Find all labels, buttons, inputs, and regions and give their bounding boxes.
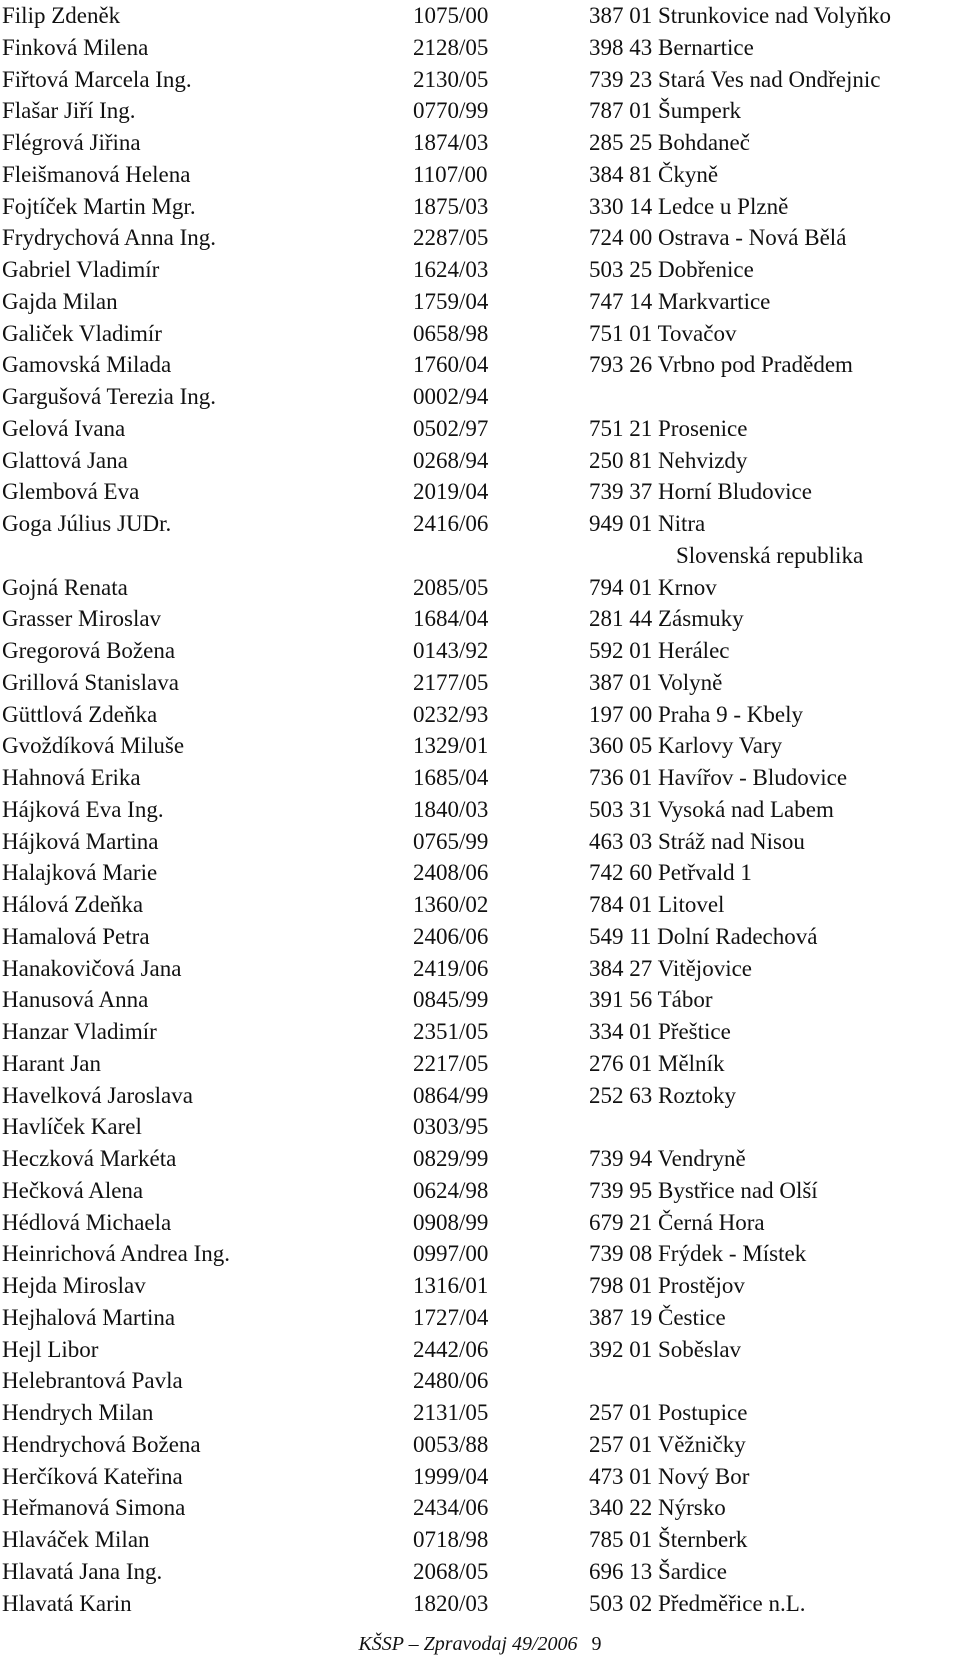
member-address: 281 44 Zásmuky <box>589 606 744 632</box>
list-item <box>0 254 960 286</box>
list-item <box>0 1397 960 1429</box>
member-name: Heřmanová Simona <box>2 1495 186 1521</box>
member-number: 1874/03 <box>413 130 489 155</box>
list-item <box>0 667 960 699</box>
member-name: Heczková Markéta <box>2 1146 177 1171</box>
member-address: 340 22 Nýrsko <box>589 1495 726 1521</box>
member-name: Fiřtová Marcela Ing. <box>2 66 192 92</box>
member-name: Hečková Alena <box>2 1177 144 1203</box>
member-address: 739 37 Horní Bludovice <box>589 479 812 505</box>
member-address: 592 01 Herálec <box>589 638 730 663</box>
member-name: Fleišmanová Helena <box>2 161 191 187</box>
member-number: 2351/05 <box>413 1019 489 1044</box>
list-item <box>0 32 960 64</box>
member-number: 0658/98 <box>413 320 489 346</box>
member-number: 0232/93 <box>413 701 489 727</box>
footer-page-number: 9 <box>591 1633 602 1655</box>
member-name: Harant Jan <box>2 1050 101 1076</box>
member-address: 276 01 Mělník <box>589 1050 725 1076</box>
member-number: 2131/05 <box>413 1400 489 1425</box>
list-item <box>0 1429 960 1461</box>
member-number: 2128/05 <box>413 34 489 60</box>
member-number: 1840/03 <box>413 796 489 822</box>
member-number: 2217/05 <box>413 1050 489 1076</box>
member-name: Frydrychová Anna Ing. <box>2 225 216 251</box>
list-item <box>0 1302 960 1334</box>
list-item <box>0 1524 960 1556</box>
list-item <box>0 1492 960 1524</box>
member-name: Helebrantová Pavla <box>2 1368 183 1394</box>
member-address: 787 01 Šumperk <box>589 98 742 124</box>
list-item <box>0 1207 960 1239</box>
list-item <box>0 508 960 540</box>
member-number: 1760/04 <box>413 352 489 378</box>
member-name: Güttlová Zdeňka <box>2 701 158 727</box>
member-number: 2434/06 <box>413 1495 489 1521</box>
member-name: Hájková Martina <box>2 828 159 854</box>
member-address: 503 25 Dobřenice <box>589 257 754 282</box>
member-name: Hédlová Michaela <box>2 1209 172 1235</box>
member-name: Flégrová Jiřina <box>2 130 141 155</box>
member-number: 1875/03 <box>413 193 489 219</box>
member-address: 736 01 Havířov - Bludovice <box>589 765 848 790</box>
member-name: Hahnová Erika <box>2 765 141 790</box>
member-number: 1820/03 <box>413 1590 489 1616</box>
member-number: 0908/99 <box>413 1209 489 1235</box>
member-number: 2408/06 <box>413 860 489 886</box>
member-name: Filip Zdeněk <box>2 3 121 28</box>
list-item <box>0 857 960 889</box>
list-item <box>0 699 960 731</box>
list-item <box>0 572 960 604</box>
member-address: 257 01 Postupice <box>589 1400 748 1425</box>
member-name: Glattová Jana <box>2 447 128 473</box>
member-name: Heinrichová Andrea Ing. <box>2 1241 231 1267</box>
member-name: Hejhalová Martina <box>2 1304 176 1330</box>
member-name: Havlíček Karel <box>2 1114 142 1140</box>
list-item <box>0 159 960 191</box>
member-address: 384 81 Čkyně <box>589 161 719 187</box>
list-item <box>0 1461 960 1493</box>
list-item <box>0 794 960 826</box>
member-name: Goga Július JUDr. <box>2 511 172 536</box>
member-number: 1360/02 <box>413 892 489 917</box>
list-item <box>0 953 960 985</box>
list-item <box>0 191 960 223</box>
member-number: 1107/00 <box>413 161 488 187</box>
member-address: 197 00 Praha 9 - Kbely <box>589 701 803 727</box>
list-item <box>0 1111 960 1143</box>
member-address: 384 27 Vitějovice <box>589 955 752 981</box>
member-address: 739 23 Stará Ves nad Ondřejnic <box>589 66 881 92</box>
member-address: 739 94 Vendryně <box>589 1146 746 1171</box>
member-name: Hejl Libor <box>2 1336 99 1362</box>
list-item <box>0 1334 960 1366</box>
member-name: Hejda Miroslav <box>2 1273 146 1298</box>
list-item <box>0 889 960 921</box>
member-name: Gamovská Milada <box>2 352 172 378</box>
member-name: Gargušová Terezia Ing. <box>2 384 217 409</box>
member-name: Gvoždíková Miluše <box>2 733 185 759</box>
footer-publication: KŠSP – Zpravodaj 49/2006 <box>358 1633 578 1655</box>
member-name: Hanusová Anna <box>2 987 149 1013</box>
member-number: 1759/04 <box>413 288 489 314</box>
member-address: 252 63 Roztoky <box>589 1082 736 1108</box>
list-item <box>0 1270 960 1302</box>
list-item <box>0 0 960 32</box>
member-name: Hendrychová Božena <box>2 1431 201 1457</box>
member-name: Havelková Jaroslava <box>2 1082 193 1108</box>
member-number: 0765/99 <box>413 828 489 854</box>
member-name: Hlaváček Milan <box>2 1527 150 1552</box>
member-name: Hájková Eva Ing. <box>2 796 164 822</box>
list-item <box>0 413 960 445</box>
member-name: Finková Milena <box>2 34 149 60</box>
member-address: 398 43 Bernartice <box>589 34 754 60</box>
list-item <box>0 127 960 159</box>
member-address: 503 02 Předměřice n.L. <box>589 1590 806 1616</box>
list-item <box>0 603 960 635</box>
member-name: Gabriel Vladimír <box>2 257 160 282</box>
list-item <box>0 95 960 127</box>
list-item <box>0 730 960 762</box>
member-address: 250 81 Nehvizdy <box>589 447 748 473</box>
member-address: 724 00 Ostrava - Nová Bělá <box>589 225 847 251</box>
member-number: 1684/04 <box>413 606 489 632</box>
list-item <box>0 1556 960 1588</box>
list-item <box>0 1588 960 1620</box>
member-name: Hamalová Petra <box>2 923 150 949</box>
list-item <box>0 1048 960 1080</box>
list-item <box>0 1016 960 1048</box>
member-number: 2406/06 <box>413 923 489 949</box>
member-number: 2130/05 <box>413 66 489 92</box>
member-name: Glembová Eva <box>2 479 140 505</box>
member-name: Halajková Marie <box>2 860 158 886</box>
member-number: 0864/99 <box>413 1082 489 1108</box>
list-item <box>0 635 960 667</box>
list-item <box>0 1143 960 1175</box>
member-number: 0143/92 <box>413 638 489 663</box>
list-item <box>0 476 960 508</box>
member-number: 0829/99 <box>413 1146 489 1171</box>
member-address: 334 01 Přeštice <box>589 1019 731 1044</box>
member-number: 1075/00 <box>413 3 489 28</box>
member-number: 0268/94 <box>413 447 489 473</box>
member-address: 798 01 Prostějov <box>589 1273 745 1298</box>
member-address: 784 01 Litovel <box>589 892 725 917</box>
member-address: 739 08 Frýdek - Místek <box>589 1241 807 1267</box>
list-item <box>0 762 960 794</box>
member-address: 330 14 Ledce u Plzně <box>589 193 789 219</box>
list-item <box>0 1175 960 1207</box>
member-name: Gelová Ivana <box>2 415 126 441</box>
list-item <box>0 1365 960 1397</box>
member-number: 0624/98 <box>413 1177 489 1203</box>
member-address: 747 14 Markvartice <box>589 288 771 314</box>
member-address: 463 03 Stráž nad Nisou <box>589 828 805 854</box>
list-item <box>0 349 960 381</box>
member-address: 696 13 Šardice <box>589 1558 727 1584</box>
member-number: 2480/06 <box>413 1368 489 1394</box>
member-name: Gregorová Božena <box>2 638 176 663</box>
member-number: 0053/88 <box>413 1431 489 1457</box>
member-number: 0502/97 <box>413 415 489 441</box>
list-item <box>0 286 960 318</box>
member-name: Gojná Renata <box>2 574 128 600</box>
member-number: 2442/06 <box>413 1336 489 1362</box>
member-name: Hálová Zdeňka <box>2 892 144 917</box>
member-name: Flašar Jiří Ing. <box>2 98 136 124</box>
member-address: 257 01 Věžničky <box>589 1431 746 1457</box>
member-number: 0770/99 <box>413 98 489 124</box>
list-item <box>0 445 960 477</box>
member-number: 2085/05 <box>413 574 489 600</box>
member-address: 392 01 Soběslav <box>589 1336 742 1362</box>
member-number: 0002/94 <box>413 384 489 409</box>
member-address: 285 25 Bohdaneč <box>589 130 750 155</box>
member-name: Fojtíček Martin Mgr. <box>2 193 196 219</box>
member-number: 2019/04 <box>413 479 489 505</box>
member-number: 2177/05 <box>413 669 489 695</box>
member-name: Hlavatá Karin <box>2 1590 132 1616</box>
member-address: 387 01 Strunkovice nad Volyňko <box>589 3 891 28</box>
member-number: 1329/01 <box>413 733 489 759</box>
member-address: 387 19 Čestice <box>589 1304 726 1330</box>
member-address: 949 01 Nitra <box>589 511 706 536</box>
member-address: 742 60 Petřvald 1 <box>589 860 752 886</box>
list-item <box>0 381 960 413</box>
member-address: 503 31 Vysoká nad Labem <box>589 796 834 822</box>
member-address: 360 05 Karlovy Vary <box>589 733 783 759</box>
member-name: Hanakovičová Jana <box>2 955 182 981</box>
member-name: Herčíková Kateřina <box>2 1463 183 1489</box>
page-footer <box>0 1633 960 1656</box>
member-name: Gajda Milan <box>2 288 118 314</box>
member-name: Grasser Miroslav <box>2 606 162 632</box>
member-number: 0718/98 <box>413 1527 489 1552</box>
member-number: 0303/95 <box>413 1114 489 1140</box>
member-number: 1999/04 <box>413 1463 489 1489</box>
member-address: 794 01 Krnov <box>589 574 717 600</box>
list-item <box>0 1238 960 1270</box>
member-number: 1316/01 <box>413 1273 489 1298</box>
member-name: Hanzar Vladimír <box>2 1019 157 1044</box>
member-number: 2416/06 <box>413 511 489 536</box>
member-number: 2419/06 <box>413 955 489 981</box>
list-item-continuation <box>0 540 960 572</box>
member-number: 0997/00 <box>413 1241 489 1267</box>
list-item <box>0 1080 960 1112</box>
member-address: 785 01 Šternberk <box>589 1527 748 1552</box>
list-item <box>0 921 960 953</box>
list-item <box>0 984 960 1016</box>
member-address-line2: Slovenská republika <box>676 542 864 568</box>
member-address: 793 26 Vrbno pod Pradědem <box>589 352 853 378</box>
member-name: Hendrych Milan <box>2 1400 154 1425</box>
member-number: 1624/03 <box>413 257 489 282</box>
list-item <box>0 64 960 96</box>
member-number: 2287/05 <box>413 225 489 251</box>
list-item <box>0 826 960 858</box>
member-address: 473 01 Nový Bor <box>589 1463 750 1489</box>
list-item <box>0 222 960 254</box>
member-name: Hlavatá Jana Ing. <box>2 1558 163 1584</box>
member-number: 2068/05 <box>413 1558 489 1584</box>
list-item <box>0 318 960 350</box>
member-address: 549 11 Dolní Radechová <box>589 923 818 949</box>
member-address: 679 21 Černá Hora <box>589 1209 765 1235</box>
member-number: 0845/99 <box>413 987 489 1013</box>
member-number: 1685/04 <box>413 765 489 790</box>
member-address: 751 21 Prosenice <box>589 415 748 441</box>
member-name: Galiček Vladimír <box>2 320 162 346</box>
member-address: 391 56 Tábor <box>589 987 713 1013</box>
member-name: Grillová Stanislava <box>2 669 179 695</box>
member-number: 1727/04 <box>413 1304 489 1330</box>
member-address: 751 01 Tovačov <box>589 320 737 346</box>
member-address: 739 95 Bystřice nad Olší <box>589 1177 818 1203</box>
member-address: 387 01 Volyně <box>589 669 723 695</box>
